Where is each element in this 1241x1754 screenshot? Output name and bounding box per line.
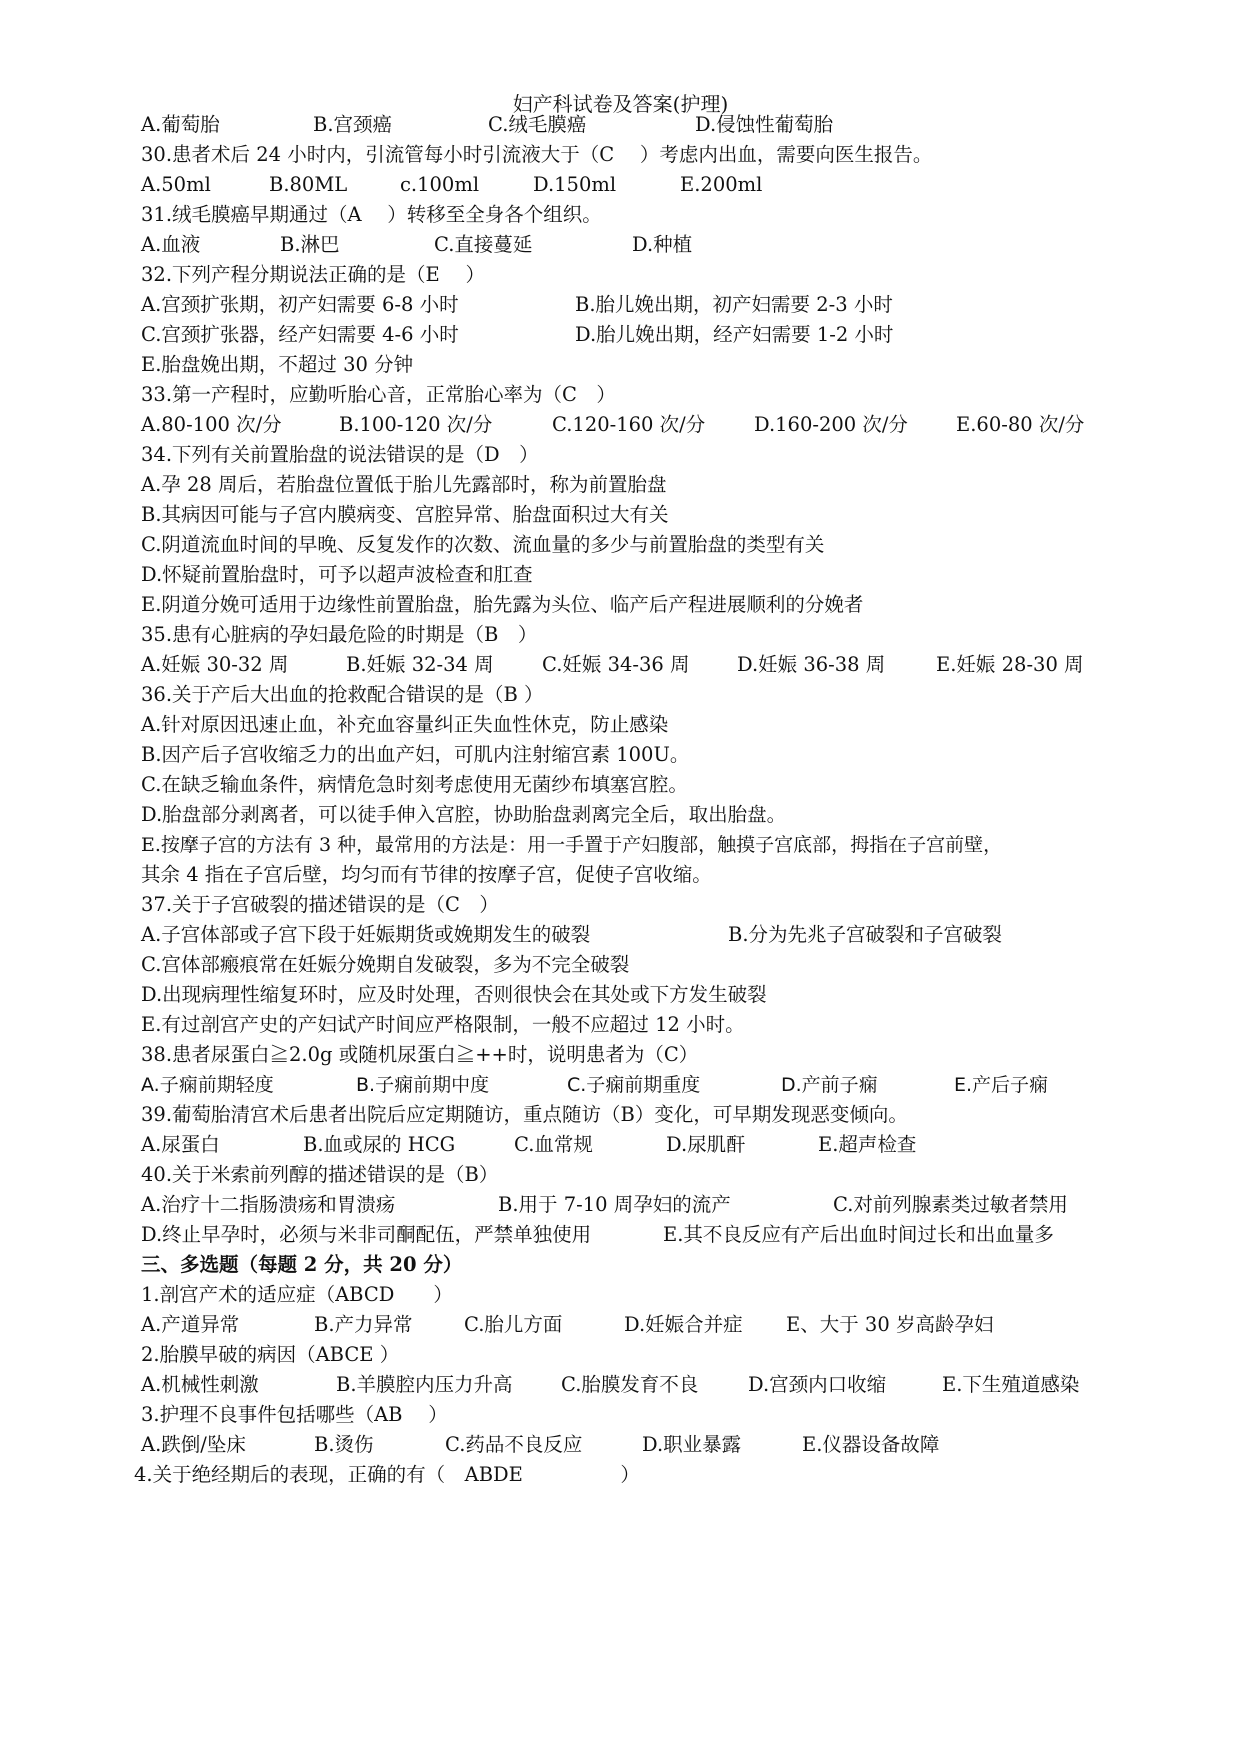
option: D.尿肌酐 <box>666 1133 746 1156</box>
option: A.跌倒/坠床 <box>141 1433 246 1456</box>
option: c.100ml <box>400 173 480 196</box>
option: D.宫颈内口收缩 <box>748 1373 887 1396</box>
option: D.妊娠 36-38 周 <box>737 653 886 676</box>
option: E.200ml <box>680 173 763 196</box>
option-text: E.胎盘娩出期，不超过 30 分钟 <box>141 353 414 376</box>
option: E.产后子痫 <box>954 1074 1049 1096</box>
option-text: A.孕 28 周后，若胎盘位置低于胎儿先露部时，称为前置胎盘 <box>141 473 667 496</box>
option: D.终止早孕时，必须与米非司酮配伍，严禁单独使用 <box>141 1223 592 1246</box>
option-text: C.宫体部瘢痕常在妊娠分娩期自发破裂，多为不完全破裂 <box>141 953 630 976</box>
section-heading: 三、多选题（每题 2 分，共 20 分） <box>141 1253 463 1276</box>
option-text: E.阴道分娩可适用于边缘性前置胎盘，胎先露为头位、临产后产程进展顺利的分娩者 <box>141 593 864 616</box>
option: C.宫颈扩张器，经产妇需要 4-6 小时 <box>141 323 459 346</box>
option: A.产道异常 <box>141 1313 240 1336</box>
question-text: 37.关于子宫破裂的描述错误的是（C ） <box>141 893 499 916</box>
option: D.160-200 次/分 <box>754 413 908 436</box>
option-text: A.针对原因迅速止血，补充血容量纠正失血性休克，防止感染 <box>141 713 669 736</box>
option: B.分为先兆子宫破裂和子宫破裂 <box>728 923 1003 946</box>
question-text: 3.护理不良事件包括哪些（AB ） <box>141 1403 448 1426</box>
option: D.妊娠合并症 <box>624 1313 743 1336</box>
option: A.尿蛋白 <box>141 1133 220 1156</box>
option: B.用于 7-10 周孕妇的流产 <box>498 1193 731 1216</box>
option: E.仪器设备故障 <box>802 1433 940 1456</box>
option: C.120-160 次/分 <box>552 413 706 436</box>
option: A.50ml <box>141 173 211 196</box>
question-text: 30.患者术后 24 小时内，引流管每小时引流液大于（C ）考虑内出血，需要向医生报告。 <box>141 143 933 166</box>
option: E.其不良反应有产后出血时间过长和出血量多 <box>663 1223 1054 1246</box>
option: C.子痫前期重度 <box>567 1074 701 1096</box>
option: E.下生殖道感染 <box>942 1373 1080 1396</box>
option: A.妊娠 30-32 周 <box>141 653 289 676</box>
question-text: 39.葡萄胎清宫术后患者出院后应定期随访，重点随访（B）变化，可早期发现恶变倾向。 <box>141 1103 908 1126</box>
option-text: 其余 4 指在子宫后壁，均匀而有节律的按摩子宫，促使子宫收缩。 <box>141 863 712 886</box>
option: A.80-100 次/分 <box>141 413 282 436</box>
option: C.妊娠 34-36 周 <box>542 653 690 676</box>
option: A.治疗十二指肠溃疡和胃溃疡 <box>141 1193 396 1216</box>
option: A.机械性刺激 <box>141 1373 259 1396</box>
option: E.超声检查 <box>818 1133 917 1156</box>
option: B.胎儿娩出期，初产妇需要 2-3 小时 <box>575 293 893 316</box>
option: D.150ml <box>533 173 617 196</box>
question-text: 38.患者尿蛋白≧2.0g 或随机尿蛋白≧++时，说明患者为（C） <box>141 1043 699 1066</box>
option: D.产前子痫 <box>781 1074 878 1096</box>
option: C.胎儿方面 <box>464 1313 563 1336</box>
option-text: C.在缺乏输血条件，病情危急时刻考虑使用无菌纱布填塞宫腔。 <box>141 773 688 796</box>
option-text: D.胎盘部分剥离者，可以徒手伸入宫腔，协助胎盘剥离完全后，取出胎盘。 <box>141 803 787 826</box>
question-text: 4.关于绝经期后的表现，正确的有（ ABDE ） <box>134 1463 640 1486</box>
option: D.种植 <box>632 233 693 256</box>
option: C.绒毛膜癌 <box>488 113 587 136</box>
option: A.子痫前期轻度 <box>141 1074 274 1096</box>
question-text: 32.下列产程分期说法正确的是（E ） <box>141 263 485 286</box>
option: C.对前列腺素类过敏者禁用 <box>833 1193 1068 1216</box>
option: B.子痫前期中度 <box>356 1074 490 1096</box>
question-text: 36.关于产后大出血的抢救配合错误的是（B ） <box>141 683 544 706</box>
option: C.药品不良反应 <box>445 1433 583 1456</box>
option: B.妊娠 32-34 周 <box>346 653 494 676</box>
option: B.烫伤 <box>314 1433 374 1456</box>
option: A.葡萄胎 <box>141 113 220 136</box>
option-text: D.怀疑前置胎盘时，可予以超声波检查和肛查 <box>141 563 533 586</box>
option-text: E.按摩子宫的方法有 3 种，最常用的方法是：用一手置于产妇腹部，触摸子宫底部，拇指在子宫前壁， <box>141 834 1003 856</box>
option: D.侵蚀性葡萄胎 <box>695 113 834 136</box>
question-text: 33.第一产程时，应勤听胎心音，正常胎心率为（C ） <box>141 383 616 406</box>
option: E、大于 30 岁高龄孕妇 <box>786 1313 994 1336</box>
option: E.60-80 次/分 <box>956 413 1085 436</box>
option: C.血常规 <box>514 1133 593 1156</box>
option-text: B.因产后子宫收缩乏力的出血产妇，可肌内注射缩宫素 100U。 <box>141 743 690 766</box>
option: B.血或尿的 HCG <box>303 1133 456 1156</box>
option-text: B.其病因可能与子宫内膜病变、宫腔异常、胎盘面积过大有关 <box>141 503 669 526</box>
question-text: 2.胎膜早破的病因（ABCE ） <box>141 1343 400 1366</box>
option: B.80ML <box>269 173 348 196</box>
option: A.子宫体部或子宫下段于妊娠期货或娩期发生的破裂 <box>141 923 591 946</box>
option: B.羊膜腔内压力升高 <box>336 1373 513 1396</box>
question-text: 1.剖宫产术的适应症（ABCD ） <box>141 1283 453 1306</box>
option: B.宫颈癌 <box>313 113 393 136</box>
option: A.宫颈扩张期，初产妇需要 6-8 小时 <box>141 293 459 316</box>
option: B.淋巴 <box>280 233 340 256</box>
option: A.血液 <box>141 233 201 256</box>
option: E.妊娠 28-30 周 <box>936 653 1084 676</box>
question-text: 34.下列有关前置胎盘的说法错误的是（D ） <box>141 443 539 466</box>
question-text: 31.绒毛膜癌早期通过（A ）转移至全身各个组织。 <box>141 203 602 226</box>
option: C.胎膜发育不良 <box>561 1373 699 1396</box>
option-text: D.出现病理性缩复环时，应及时处理，否则很快会在其处或下方发生破裂 <box>141 983 767 1006</box>
option: B.产力异常 <box>314 1313 413 1336</box>
question-text: 40.关于米索前列醇的描述错误的是（B） <box>141 1163 499 1186</box>
document-title: 妇产科试卷及答案(护理) <box>512 92 729 116</box>
option: B.100-120 次/分 <box>339 413 493 436</box>
option: C.直接蔓延 <box>434 233 533 256</box>
option-text: E.有过剖宫产史的产妇试产时间应严格限制，一般不应超过 12 小时。 <box>141 1013 745 1036</box>
option-text: C.阴道流血时间的早晚、反复发作的次数、流血量的多少与前置胎盘的类型有关 <box>141 533 825 556</box>
option: D.职业暴露 <box>642 1433 742 1456</box>
option: D.胎儿娩出期，经产妇需要 1-2 小时 <box>575 323 894 346</box>
question-text: 35.患有心脏病的孕妇最危险的时期是（B ） <box>141 623 538 646</box>
